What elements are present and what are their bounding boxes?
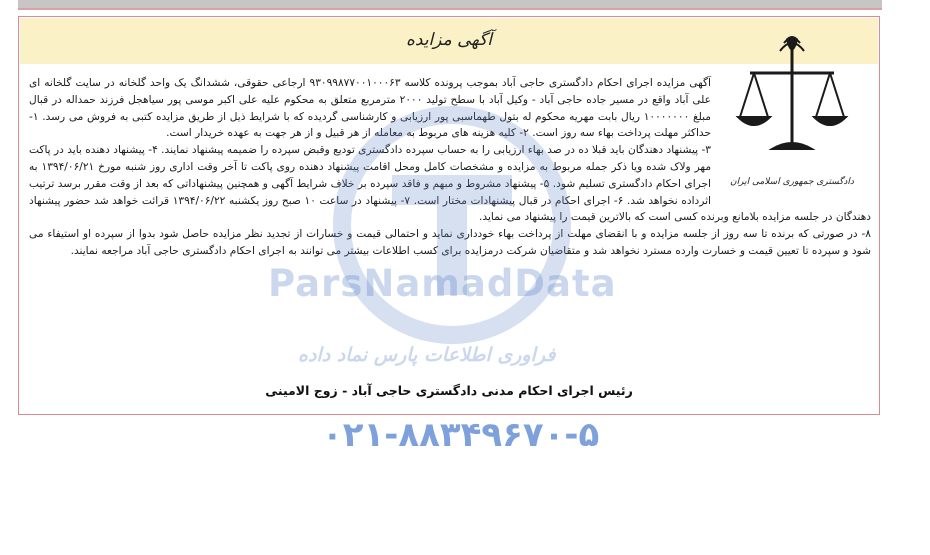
top-decorative-band [18, 0, 882, 8]
auction-notice-frame [18, 16, 880, 415]
notice-title: آگهی مزایده [406, 30, 492, 50]
notice-body [29, 75, 871, 260]
notice-paragraph-2: ۳- پیشنهاد دهندگان باید قبلا ده در صد بهاء ارزیابی را به حساب سپرده دادگستری تودیع وقبض سپرده را ضمیمه پیشنهاد نمایند. ۴- پیشنهاد دهنده باید در پاکت مهر ولاک شده ویا ذکر جمله مربوط به مزایده و مشخصات کامل ومحل اقامت پیشنهاد دهنده روی پاکت تا آخر وقت اداری روز شنبه مورخ ۱۳۹۴/۰۶/۲۱ به اجرای احکام دادگستری تسلیم شود. ۵- پیشنهاد مشروط و مبهم و فاقد سپرده بر خلاف شرایط آگهی و همچنین پیشنهاداتی که بعد از وقت مقرر برسد ترتیب اثرداده نخواهد شد. ۶- اجرای احکام در قبال پیشنهادات مختار است. ۷- پیشنهاد در ساعت ۱۰ صبح روز یکشنبه ۱۳۹۴/۰۶/۲۲ قرائت خواهد شد حضور پیشنهاد دهندگان در جلسه مزایده بلامانع وبرنده کسی است که بالاترین قیمت را پیشنهاد می نماید. [29, 144, 871, 224]
watermark-phone: ۰۲۱-۸۸۳۴۹۶۷۰-۵ [322, 415, 600, 455]
emblem-spacer [711, 75, 871, 207]
notice-paragraph-3: ۸- در صورتی که برنده تا سه روز از جلسه مزایده و با انقضای مهلت از پرداخت بهاء خودداری نماید و احتمالی قیمت و خسارات از تجدید نظر مزایده حاصل شود بدوا از سپرده او استیفاء می شود و سپرده تا تعیین قیمت و خسارت وارده مسترد نخواهد شد و متقاضیان شرکت درمزایده برای کسب اطلاعات بیشتر می توانند به اجرای احکام دادگستری حاجی آباد مراجعه نمایند. [29, 228, 871, 257]
signature-line: رئیس اجرای احکام مدنی دادگستری حاجی آباد - زوج الامینی [265, 383, 633, 398]
notice-paragraph-1: آگهی مزایده اجرای احکام دادگستری حاجی آباد بموجب پرونده کلاسه ۹۳۰۹۹۸۷۷۰۰۱۰۰۰۶۳ ارجاعی حقوقی، ششدانگ یک واحد گلخانه در سایت گلخانه ای علی آباد واقع در مسیر جاده حاجی آباد - وکیل آباد با سطح تولید ۲۰۰۰ مترمربع متعلق به محکوم علیه علی اکبر موسی پور سیاهجل فرزند حمداله در قبال مبلغ ۱۰۰۰۰۰۰۰ ریال بابت مهریه محکوم له بتول طهماسبی پور ارزیابی و کارشناسی گردیده که با شرایط ذیل از طریق مزایده کتبی به فروش می رسد. ۱- حداکثر مهلت پرداخت بهاء سه روز است. ۲- کلیه هزینه های مربوط به معامله از هر قبیل و از هر جهت به عهده خریدار است. [29, 77, 711, 140]
watermark-subtitle: فراوری اطلاعات پارس نماد داده [298, 344, 556, 366]
watermark-brand: ParsNamadData [268, 262, 617, 305]
top-decorative-line [18, 8, 882, 10]
emblem-caption: دادگستری جمهوری اسلامی ایران [730, 177, 854, 187]
